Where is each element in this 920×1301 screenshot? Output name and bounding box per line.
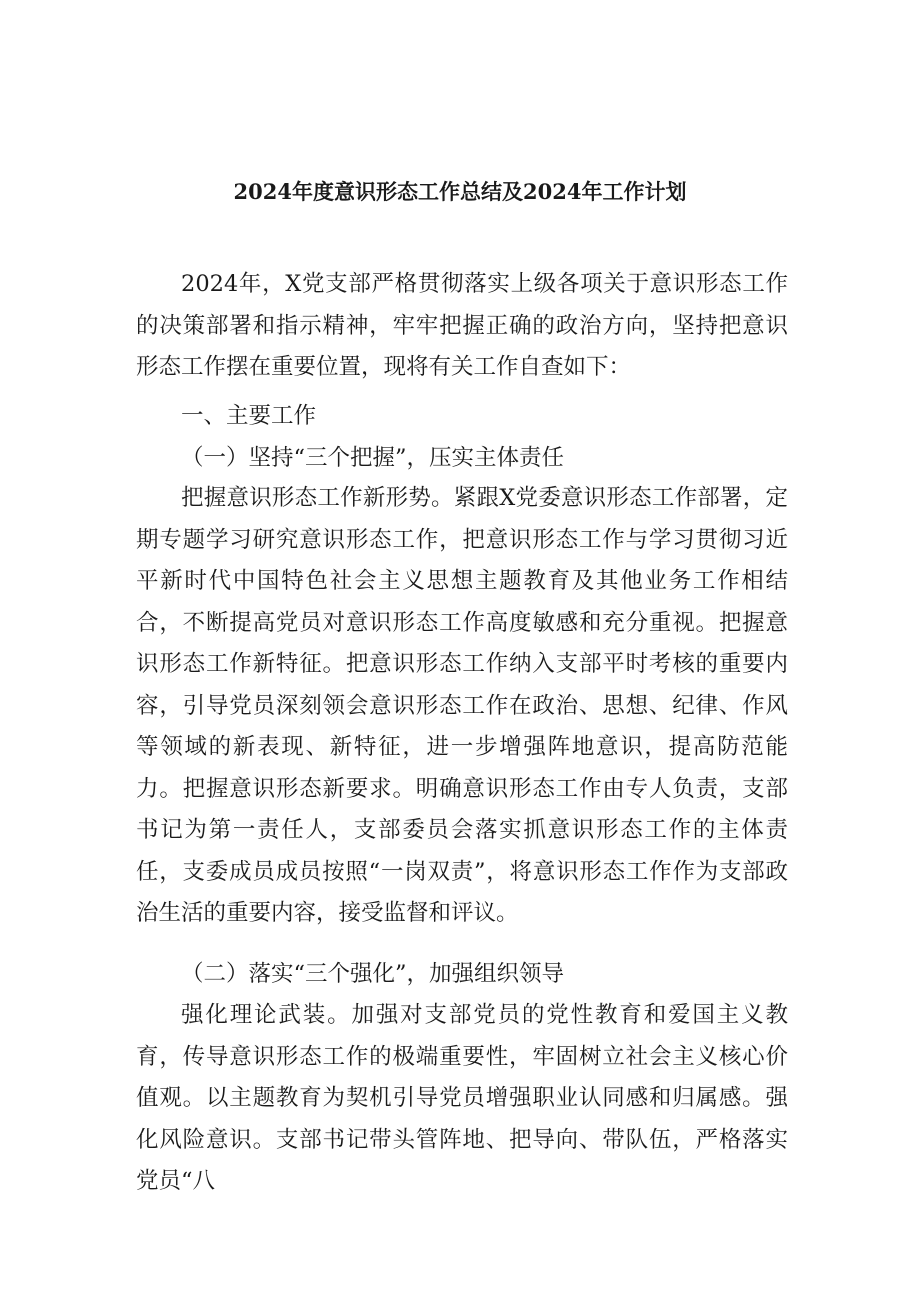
intro-paragraph: 2024年，X党支部严格贯彻落实上级各项关于意识形态工作的决策部署和指示精神，牢牢把握正确的政治方向，坚持把意识形态工作摆在重要位置，现将有关工作自查如下： bbox=[136, 271, 788, 380]
section-heading-main-work: 一、主要工作 bbox=[181, 403, 317, 429]
subsection-1-paragraph: 把握意识形态工作新形势。紧跟X党委意识形态工作部署，定期专题学习研究意识形态工作，把意识形态工作与学习贯彻习近平新时代中国特色社会主义思想主题教育及其他业务工作相结合，不断提高党员对意识形态工作高度敏感和充分重视。把握意识形态工作新特征。把意识形态工作纳入支部平时考核的重要内容，引导党员深刻领会意识形态工作在政治、思想、纪律、作风等领域的新表现、新特征，进一步增强阵地意识，提高防范能力。把握意识形态新要求。明确意识形态工作由专人负责，支部书记为第一责任人，支部委员会落实抓意识形态工作的主体责任，支委成员成员按照“一岗双责”，将意识形态工作作为支部政治生活的重要内容，接受监督和评议。 bbox=[136, 485, 788, 926]
subsection-2-paragraph: 强化理论武装。加强对支部党员的党性教育和爱国主义教育，传导意识形态工作的极端重要性，牢固树立社会主义核心价值观。以主题教育为契机引导党员增强职业认同感和归属感。强化风险意识。支部书记带头管阵地、把导向、带队伍，严格落实党员“八 bbox=[136, 1002, 788, 1194]
subsection-heading-1: （一）坚持“三个把握”，压实主体责任 bbox=[181, 445, 565, 471]
document-title: 2024年度意识形态工作总结及2024年工作计划 bbox=[233, 179, 687, 204]
subsection-heading-2: （二）落实“三个强化”，加强组织领导 bbox=[181, 961, 565, 987]
